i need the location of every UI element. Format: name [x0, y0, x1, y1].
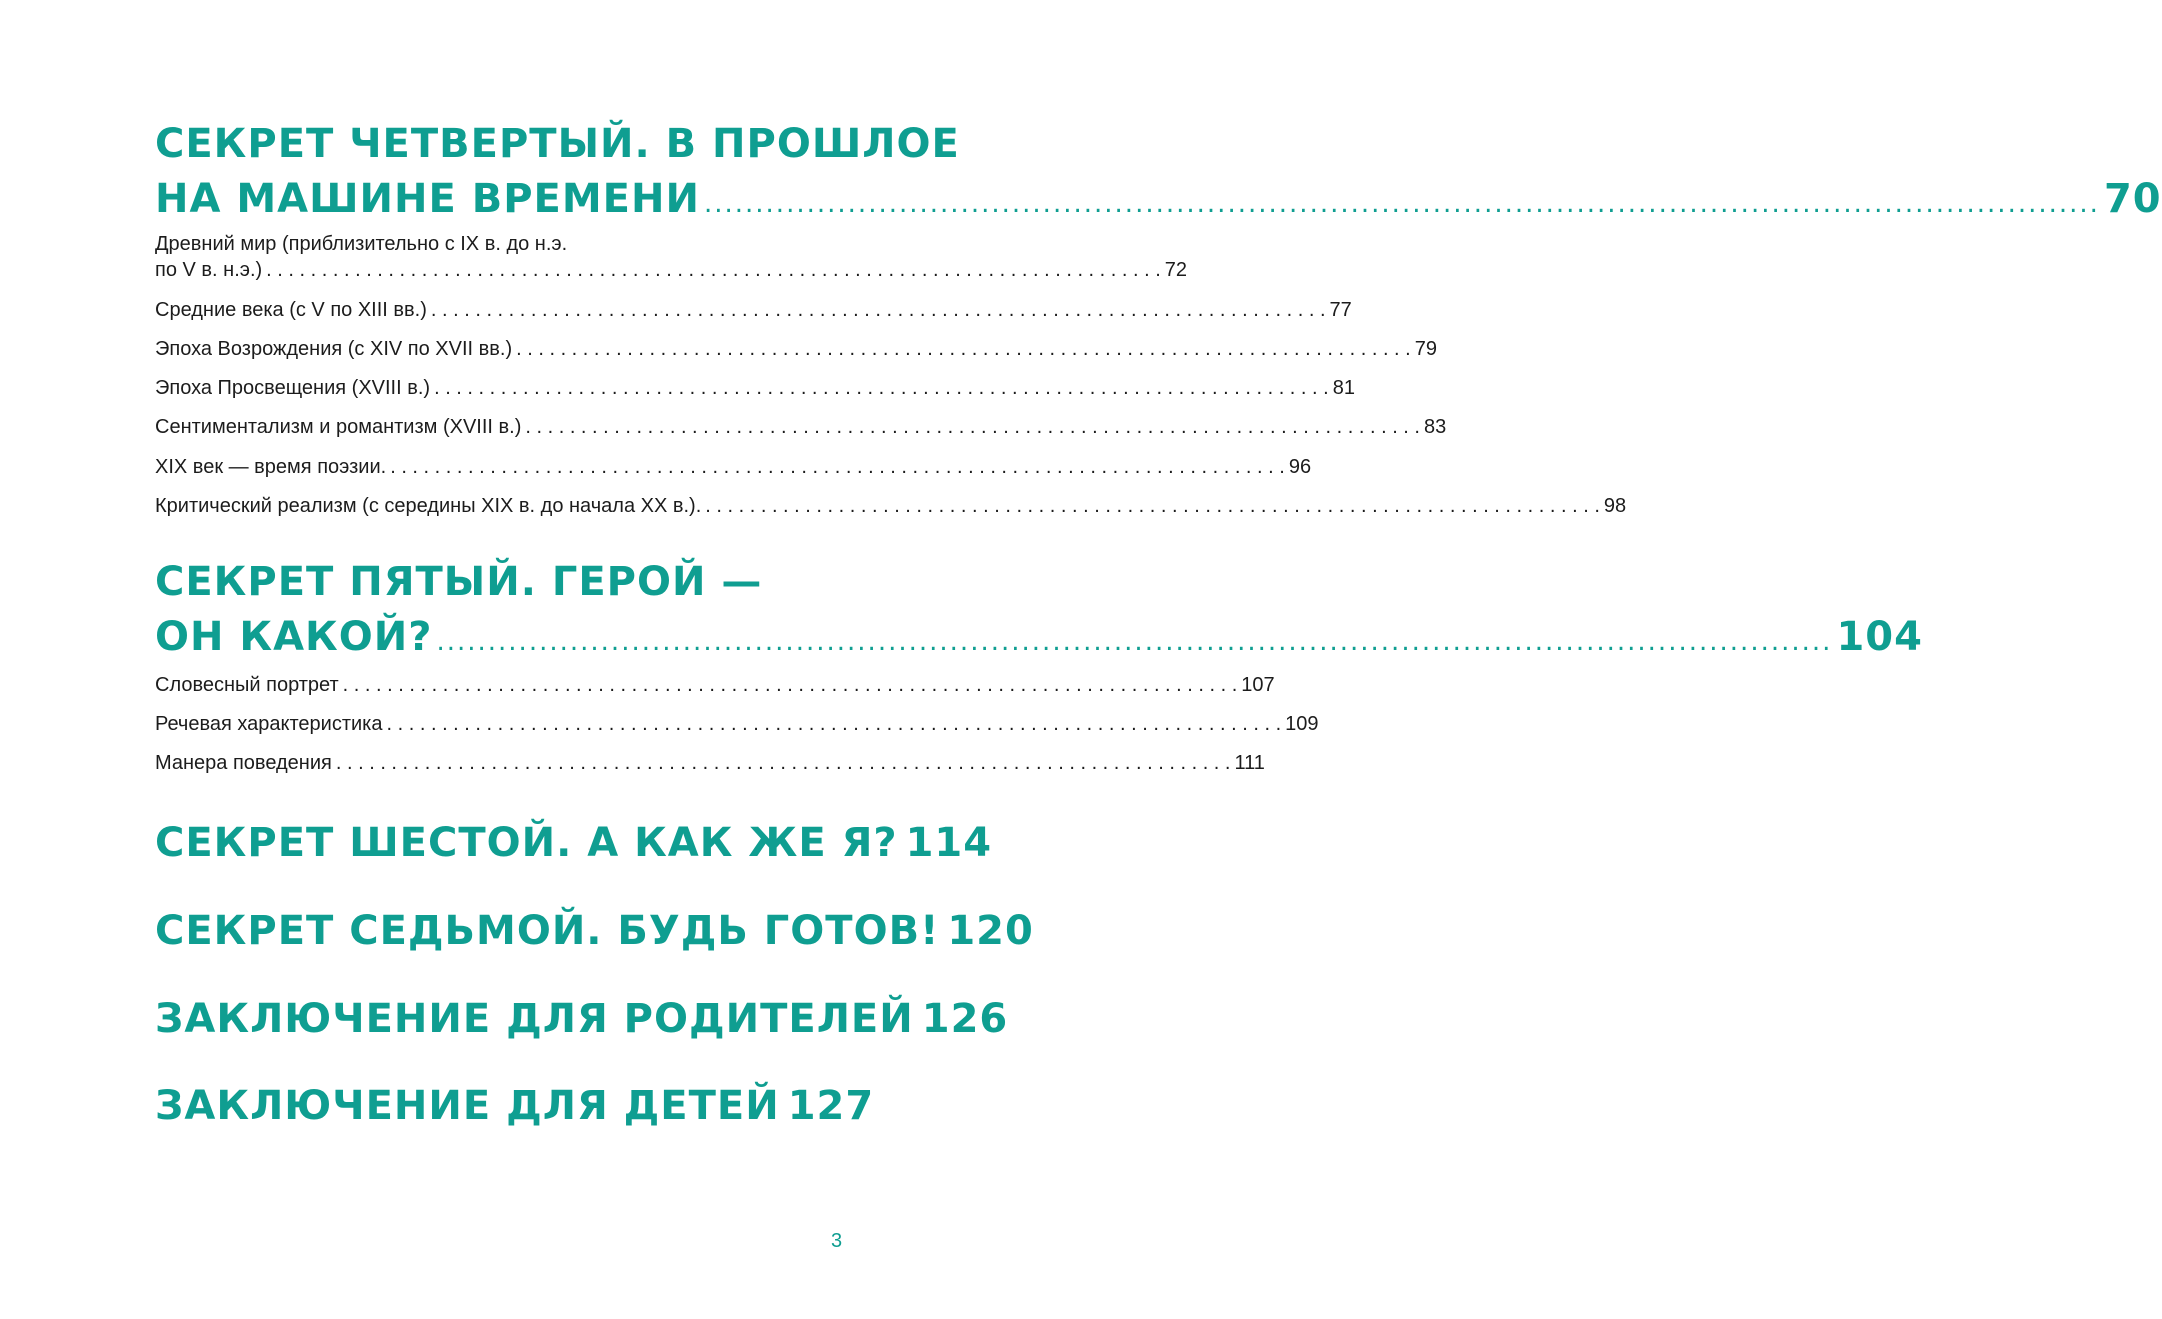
toc-section-entry	[155, 672, 1275, 698]
section-row	[155, 672, 1275, 698]
dot-leader	[434, 375, 1329, 401]
section-page-number: 109	[1285, 713, 1319, 735]
chapter-page-number: 70	[2103, 176, 2162, 222]
chapter-page-number: 114	[905, 820, 993, 866]
chapter-entry-row	[155, 1079, 875, 1139]
toc-section-entry	[155, 493, 1627, 519]
section-title: по V в. н.э.)	[155, 259, 263, 281]
section-page-number: 96	[1288, 456, 1312, 478]
chapter-title-line: ЗАКЛЮЧЕНИЕ ДЛЯ РОДИТЕЛЕЙ	[155, 996, 914, 1042]
dot-leader	[705, 493, 1600, 519]
section-row	[155, 336, 1437, 362]
toc-section-entry	[155, 336, 1437, 362]
section-row	[155, 711, 1319, 737]
chapter-entry-row	[155, 904, 1034, 964]
chapter-page-number: 126	[921, 996, 1009, 1042]
dot-leader	[704, 172, 2100, 232]
section-title: Критический реализм (с середины XIX в. до начала XX в.).	[155, 495, 702, 517]
chapter-heading	[155, 904, 1034, 964]
section-page-number: 81	[1332, 377, 1355, 399]
chapter-entry-row	[155, 610, 1923, 670]
chapter-heading	[155, 117, 2162, 232]
toc-section-entry	[155, 454, 1312, 480]
dot-leader	[525, 414, 1420, 440]
section-title: Средние века (с V по XIII вв.)	[155, 299, 427, 321]
chapter-title-line: НА МАШИНЕ ВРЕМЕНИ	[155, 176, 700, 222]
chapter-title-line: СЕКРЕТ СЕДЬМОЙ. БУДЬ ГОТОВ!	[155, 908, 940, 954]
toc-section-entry	[155, 297, 1352, 323]
chapter-title-line: ЗАКЛЮЧЕНИЕ ДЛЯ ДЕТЕЙ	[155, 1083, 780, 1129]
section-title: Словесный портрет	[155, 674, 339, 696]
toc-section-entry	[155, 231, 1188, 283]
section-page-number: 79	[1414, 338, 1437, 360]
chapter-heading	[155, 1079, 875, 1139]
dot-leader	[431, 297, 1326, 323]
toc-section-entry	[155, 375, 1355, 401]
section-page-number: 77	[1329, 299, 1352, 321]
dot-leader	[266, 257, 1161, 283]
section-title: Древний мир (приблизительно с IX в. до н.э.	[155, 233, 568, 255]
dot-leader	[516, 336, 1411, 362]
page-number: 3	[831, 1230, 843, 1252]
dot-leader	[343, 672, 1238, 698]
toc-section-entry	[155, 414, 1447, 440]
chapter-heading	[155, 555, 1923, 670]
chapter-page-number: 120	[947, 908, 1034, 954]
chapter-title-line: СЕКРЕТ ШЕСТОЙ. А КАК ЖЕ Я?	[155, 820, 898, 866]
section-row	[155, 297, 1352, 323]
chapter-title-line: СЕКРЕТ ЧЕТВЕРТЫЙ. В ПРОШЛОЕ	[155, 121, 960, 167]
section-title: XIX век — время поэзии.	[155, 456, 387, 478]
chapter-entry-row	[155, 172, 2162, 232]
chapter-title-line: СЕКРЕТ ПЯТЫЙ. ГЕРОЙ —	[155, 559, 763, 605]
section-title: Эпоха Просвещения (XVIII в.)	[155, 377, 431, 399]
chapter-entry-row	[155, 992, 1009, 1052]
dot-leader	[387, 711, 1282, 737]
section-title: Эпоха Возрождения (с XIV по XVII вв.)	[155, 338, 513, 360]
section-row	[155, 750, 1265, 776]
section-page-number: 107	[1241, 674, 1275, 696]
section-title: Речевая характеристика	[155, 713, 383, 735]
chapter-entry-row	[155, 816, 993, 876]
dot-leader	[390, 454, 1285, 480]
toc-section-entry	[155, 711, 1319, 737]
section-page-number: 83	[1423, 416, 1447, 438]
section-title: Манера поведения	[155, 752, 332, 774]
section-page-number: 72	[1164, 259, 1188, 281]
section-row	[155, 454, 1312, 480]
section-row	[155, 257, 1188, 283]
dot-leader	[336, 750, 1231, 776]
section-row	[155, 414, 1447, 440]
chapter-title-line: ОН КАКОЙ?	[155, 614, 433, 660]
toc-section-entry	[155, 750, 1265, 776]
section-row	[155, 375, 1355, 401]
section-page-number: 111	[1234, 752, 1265, 774]
section-row	[155, 493, 1627, 519]
chapter-heading	[155, 992, 1009, 1052]
section-page-number: 98	[1603, 495, 1627, 517]
chapter-heading	[155, 816, 993, 876]
section-title: Сентиментализм и романтизм (XVIII в.)	[155, 416, 522, 438]
chapter-page-number: 127	[787, 1083, 875, 1129]
dot-leader	[436, 610, 1832, 670]
chapter-page-number: 104	[1836, 614, 1923, 660]
